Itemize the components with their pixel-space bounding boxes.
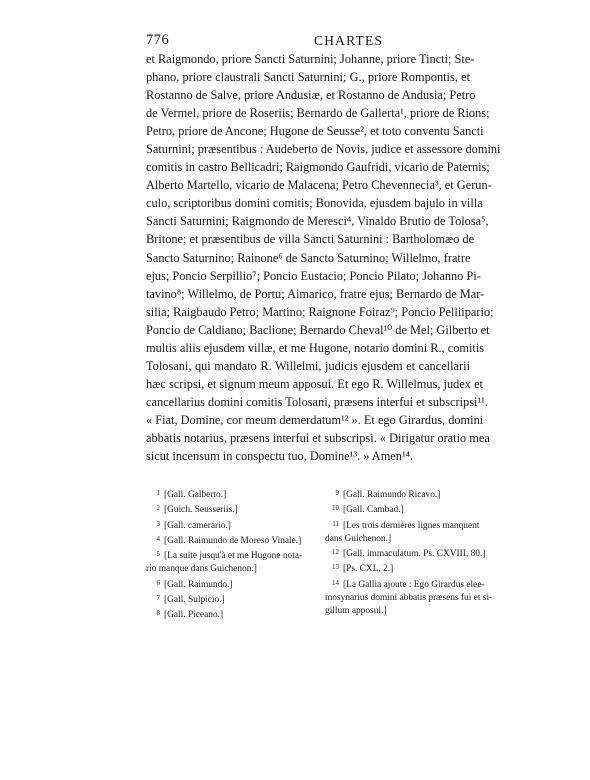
footnote-line — [325, 561, 475, 576]
footnote-text: dans Guichenon.] — [325, 533, 392, 544]
footnote-number: 1 — [156, 489, 160, 497]
footnote-line — [146, 518, 306, 533]
body-line: Tolosani, qui mandato R. Willelmi, judicis ejusdem et cancellarii — [146, 358, 470, 373]
body-line: cancellarius domini comitis Tolosani, præsens interfui et subscripsi¹¹. — [146, 394, 488, 409]
body-line: ejus; Poncio Serpillio⁷; Poncio Eustacio; Poncio Pilato; Johanno Pi- — [146, 268, 481, 283]
footnote-text: rio manque dans Guichenon.] — [146, 564, 257, 575]
footnote-line — [325, 577, 485, 592]
footnote-text: [Gall. immaculatum. Ps. CXVIII, 80.] — [343, 549, 486, 560]
body-line: Rostanno de Salve, priore Andusiæ, et Rostanno de Andusia; Petro — [146, 88, 476, 103]
footnote-text: mosynarius domini abbatis præsens fui et si- — [325, 593, 493, 604]
body-line: Petro, priore de Ancone; Hugone de Seusse², et toto conventu Sancti — [146, 124, 484, 139]
footnote-line — [146, 502, 306, 517]
footnote-text: [Gall. Galberto.] — [164, 490, 227, 500]
footnote-line — [146, 563, 306, 576]
body-text — [146, 50, 501, 465]
footnote-number: 4 — [156, 534, 160, 543]
body-line: phano, priore claustrali Sancti Saturnini; G., priore Rompontis, et — [146, 70, 470, 85]
footnote-text: [Gall. camerario.] — [164, 520, 231, 531]
footnote-text: [Ps. CXL, 2.] — [343, 564, 394, 575]
body-line: et Raigmondo, priore Sancti Saturnini; Johanne, priore Tincti; Ste- — [146, 52, 475, 66]
body-line: Sancto Saturnino; Rainone⁶ de Sancto Saturnino; Willelmo, fratre — [146, 250, 471, 265]
body-line: culo, scriptoribus domini comitis; Bonovida, ejusdem bajulo in villa — [146, 196, 483, 211]
body-line: Poncio de Caldiano; Baclione; Bernardo Cheval¹⁰ de Mel; Gilberto et — [146, 322, 490, 337]
footnote-text: [Gall. Raimundo Ricavo.] — [343, 490, 441, 500]
running-head: CHARTES — [314, 33, 384, 48]
footnote-line — [146, 533, 306, 548]
body-line: hæc scripsi, et signum meum apposui. Et ego R. Willelmus, judex et — [146, 376, 483, 391]
footnote-number: 7 — [156, 594, 160, 603]
footnote-line — [325, 518, 480, 533]
footnote-text: gillum apposui.] — [325, 606, 387, 617]
body-line: Britone; et præsentibus de villa Sancti Saturnini : Bartholomæo de — [146, 232, 475, 247]
footnote-text: [Guich. Seusseriis.] — [164, 505, 238, 516]
footnote-line — [325, 487, 475, 502]
footnote-number: 5 — [156, 550, 160, 559]
footnote-number: 8 — [156, 609, 160, 618]
footnote-line — [146, 592, 306, 607]
footnote-number: 12 — [332, 548, 339, 557]
footnote-line — [146, 548, 306, 563]
footnote-line — [325, 546, 486, 561]
footnotes-right — [325, 487, 493, 619]
footnote-line — [146, 607, 306, 622]
footnote-text: [Les trois dernières lignes manquent — [343, 520, 480, 531]
footnote-text: [Gall. Piceano.] — [164, 610, 224, 621]
footnote-text: [Gall. Raimundo de Moreso Vinale.] — [164, 535, 302, 546]
footnotes-left — [146, 487, 306, 623]
footnote-line — [146, 487, 306, 502]
footnote-line — [325, 605, 475, 618]
footnote-number: 11 — [332, 519, 339, 528]
body-line: comitis in castro Bellicadri; Raigmondo Gaufridi, vicario de Paternis; — [146, 160, 490, 175]
footnote-number: 10 — [332, 504, 339, 513]
body-line: silia; Raigbaudo Petro; Martino; Raignone Foiraz⁹; Poncio Pelliipario; — [146, 304, 494, 319]
footnote-line — [325, 502, 475, 517]
body-line: « Fiat, Domine, cor meum demerdatum¹² ». Et ego Girardus, domini — [146, 412, 484, 427]
footnote-text: [Gall. Cambad.] — [343, 505, 404, 516]
footnote-text: [La suite jusqu'à et me Hugone nota- — [164, 551, 303, 562]
footnote-number: 9 — [335, 489, 339, 497]
footnote-text: [Gall. Raimundo.] — [164, 579, 233, 590]
footnote-number: 3 — [156, 519, 160, 528]
body-line: abbatis notarius, præsens interfui et subscripsi. « Dirigatur oratio mea — [146, 430, 490, 445]
page-number: 776 — [146, 32, 170, 48]
footnote-number: 13 — [332, 563, 339, 572]
footnote-line — [146, 577, 306, 592]
body-line: multis aliis ejusdem villæ, et me Hugone, notario domini R., comitis — [146, 340, 485, 355]
body-line: tavino⁸; Willelmo, de Portu; Aimarico, fratre ejus; Bernardo de Mar- — [146, 286, 485, 301]
body-line: sicut incensum in conspectu tuo, Domine¹³. » Amen¹⁴. — [146, 449, 414, 464]
footnote-number: 2 — [156, 504, 160, 513]
footnote-text: [Gall. Sulpicio.] — [164, 595, 225, 606]
footnote-number: 6 — [156, 578, 160, 587]
body-line: de Vermel, priore de Roseriis; Bernardo de Gallerta¹, priore de Rions; — [146, 106, 490, 121]
footnote-number: 14 — [332, 578, 339, 587]
footnote-line — [325, 592, 493, 605]
body-line: Alberto Martello, vicario de Malacena; Petro Chevennecia³, et Gerun- — [146, 178, 492, 193]
body-line: Saturnini; præsentibus : Audeberto de Novis, judice et assessore domini — [146, 142, 501, 157]
footnote-text: [La Gallia ajoute : Ego Girardus elee- — [343, 579, 485, 590]
body-line: Sancti Saturnini; Raigmondo de Meresci⁴, Vinaldo Brutio de Tolosa⁵, — [146, 214, 489, 229]
footnote-line — [325, 533, 475, 546]
